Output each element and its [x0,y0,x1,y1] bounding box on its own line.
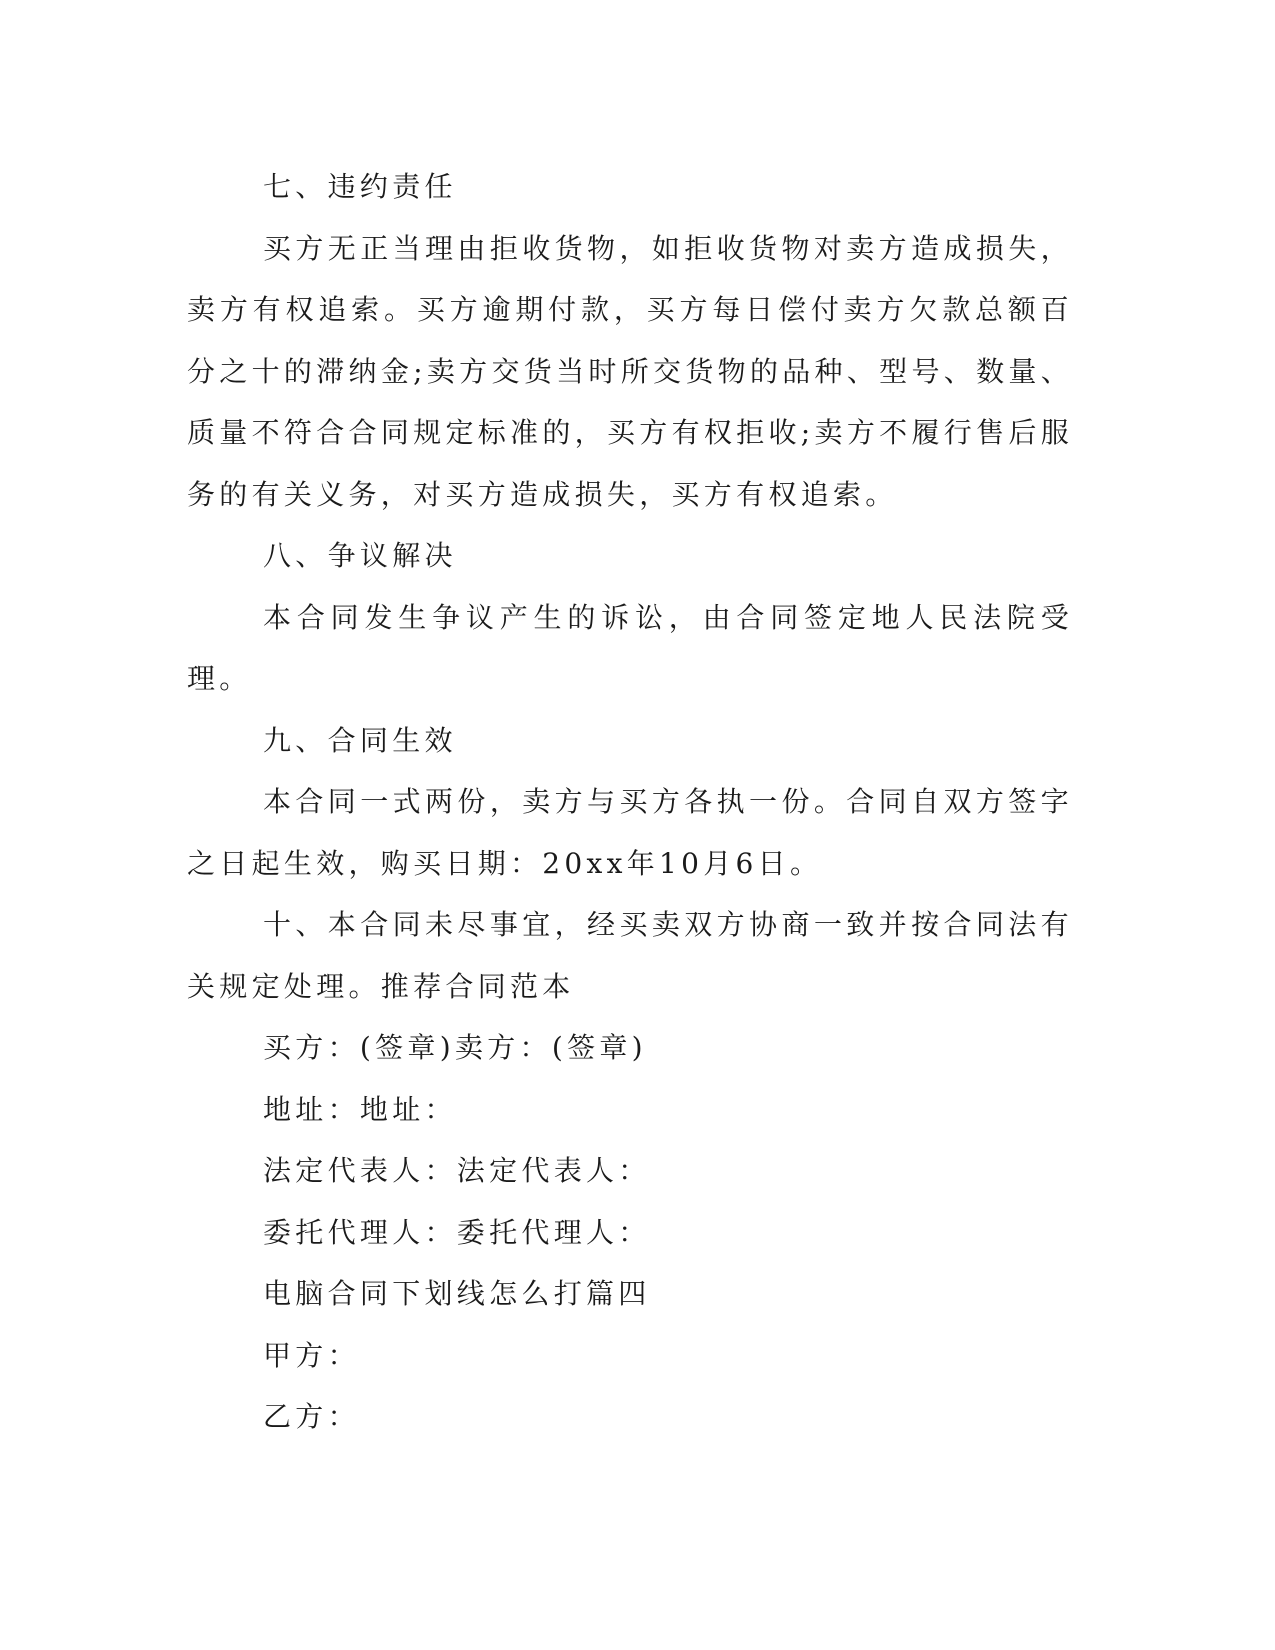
paragraph-dispute-resolution: 本合同发生争议产生的诉讼，由合同签定地人民法院受理。 [187,600,1073,695]
section-heading-contract-effect: 九、合同生效 [263,723,457,757]
article-title: 电脑合同下划线怎么打篇四 [263,1277,651,1310]
paragraph-other-matters: 十、本合同未尽事宜，经买卖双方协商一致并按合同法有关规定处理。推荐合同范本 [187,908,1073,1003]
address-line: 地址：地址： [263,1092,457,1126]
paragraph-breach-liability: 买方无正当理由拒收货物，如拒收货物对卖方造成损失，卖方有权追索。买方逾期付款，买方每日偿付卖方欠款总额百分之十的滞纳金;卖方交货当时所交货物的品种、型号、数量、质量不符合合同规定标准的，买方有权拒收;卖方不履行售后服务的有关义务，对买方造成损失，买方有权追索。 [187,231,1073,511]
signature-line: 买方：(签章)卖方：(签章) [263,1031,647,1064]
party-a-line: 甲方： [263,1338,360,1372]
section-heading-dispute-resolution: 八、争议解决 [263,539,457,572]
paragraph-contract-effect: 本合同一式两份，卖方与买方各执一份。合同自双方签字之日起生效，购买日期：20xx年10月6日。 [187,785,1073,880]
party-b-line: 乙方： [263,1400,360,1433]
section-heading-breach-liability: 七、违约责任 [263,170,457,203]
authorized-agent-line: 委托代理人：委托代理人： [263,1215,651,1249]
document-body [187,156,1073,1448]
legal-representative-line: 法定代表人：法定代表人： [263,1154,651,1187]
